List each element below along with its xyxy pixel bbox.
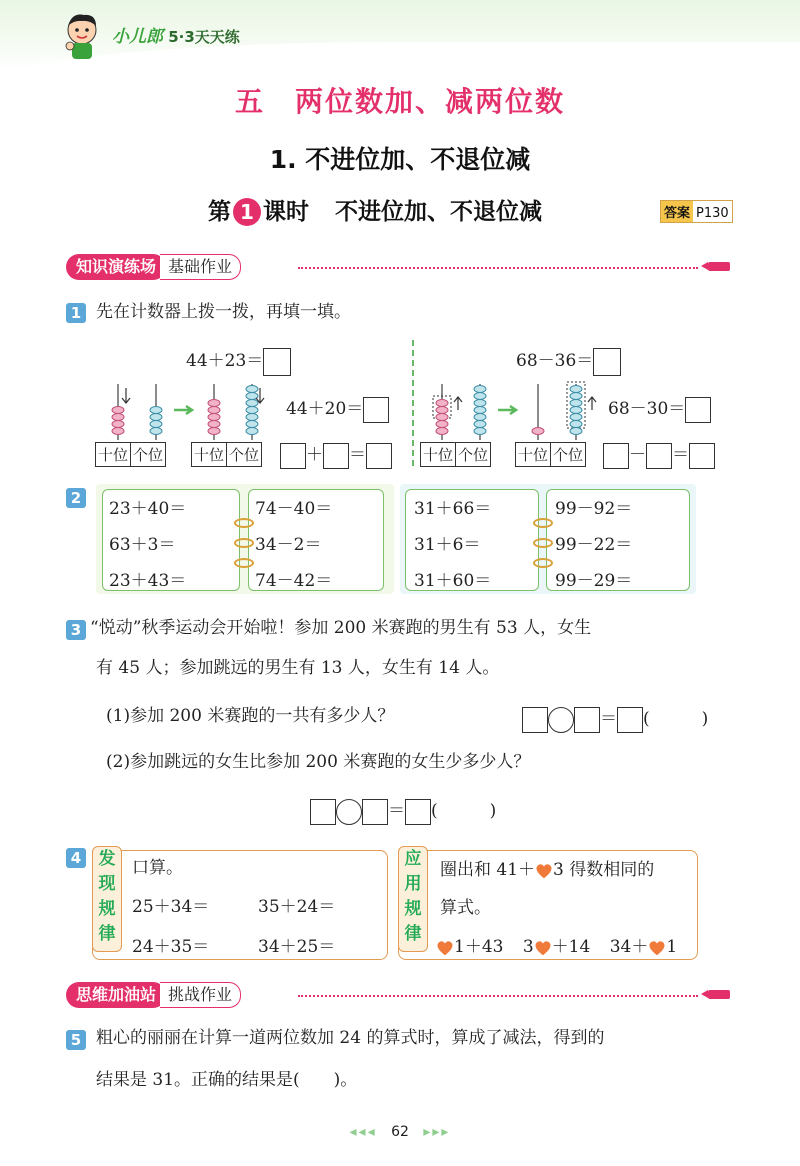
q1-right-mid-text: 68－30＝ (608, 399, 686, 419)
page-number: 62 (391, 1124, 409, 1140)
q4-side-left (92, 846, 122, 952)
question-number-5: 5 (66, 1030, 86, 1050)
q1-left-mid-text: 44＋20＝ (286, 399, 364, 419)
q3-sub-2-answer (310, 796, 502, 825)
answer-box[interactable] (603, 443, 629, 469)
answer-box[interactable] (362, 799, 388, 825)
label-tens: 十位 (518, 446, 549, 464)
label-ones: 个位 (550, 443, 585, 466)
question-number-3: 3 (66, 620, 86, 640)
q2-expr: 31＋66＝ (414, 499, 492, 519)
lesson-suffix: 课时 (263, 199, 309, 225)
answer-box[interactable] (617, 707, 643, 733)
question-number-1: 1 (66, 303, 86, 323)
q1-left-top-text: 44＋23＝ (186, 351, 264, 371)
unit-title (0, 80, 800, 120)
answer-page: P130 (693, 205, 732, 222)
op-equals: ＝ (672, 445, 689, 465)
q4-right-options (436, 932, 677, 957)
op-minus: － (629, 445, 646, 465)
q2-expr: 23＋43＝ (109, 571, 187, 591)
q4-right-line-1a: 圈出和 41＋ (440, 860, 536, 880)
q1-right-bottom-expr (603, 440, 715, 469)
q4-left-expr: 24＋35＝ (132, 937, 210, 957)
answer-label: 答案 (661, 201, 693, 222)
footer-arrows-left: ◂◂◂ (349, 1124, 377, 1140)
q3-sub-1: (1)参加 200 米赛跑的一共有多少人？ (106, 706, 395, 726)
q2-expr: 34－2＝ (255, 535, 322, 555)
q4-side-right (398, 846, 428, 952)
answer-box[interactable] (263, 348, 291, 376)
side-char: 律 (404, 924, 422, 944)
q5-line-2: 结果是 31。正确的结果是( )。 (96, 1070, 358, 1090)
q4-option-2[interactable] (523, 937, 590, 957)
q2-panel-4 (546, 489, 690, 591)
side-char: 律 (98, 924, 116, 944)
q4-option-2a: 3 (522, 937, 534, 957)
unit-paren: ( ) (431, 801, 503, 821)
label-ones: 个位 (455, 443, 490, 466)
banner-challenge-tag: 挑战作业 (160, 982, 241, 1008)
label-ones: 个位 (130, 443, 165, 466)
page-footer (0, 1124, 800, 1140)
answer-box[interactable] (323, 443, 349, 469)
brand (112, 22, 240, 47)
q4-option-3b: 1 (666, 937, 678, 957)
q3-sub-2: (2)参加跳远的女生比参加 200 米赛跑的女生少多少人？ (106, 752, 531, 772)
answer-box[interactable] (593, 348, 621, 376)
ring-binder-icon (234, 538, 254, 548)
unit-paren: ( ) (643, 709, 715, 729)
lesson-prefix: 第 (208, 199, 231, 225)
answer-box[interactable] (522, 707, 548, 733)
q2-expr: 23＋40＝ (109, 499, 187, 519)
q3-line-2: 有 45 人；参加跳远的男生有 13 人，女生有 14 人。 (96, 658, 500, 678)
q1-right-abacuses (420, 380, 620, 440)
q4-left-intro: 口算。 (132, 858, 183, 878)
unit-number: 五 (234, 85, 265, 118)
ring-binder-icon (234, 518, 254, 528)
answer-box[interactable] (280, 443, 306, 469)
q4-left-expr: 35＋24＝ (258, 897, 336, 917)
pencil-icon (708, 262, 730, 271)
q2-expr: 99－29＝ (555, 571, 633, 591)
abacus-3 (433, 384, 486, 440)
heart-icon (534, 939, 552, 957)
question-1-text: 先在计数器上拨一拨，再填一填。 (96, 302, 351, 322)
answer-box[interactable] (689, 443, 715, 469)
q1-left-mid-expr (286, 394, 389, 423)
banner-challenge (66, 982, 734, 1010)
footer-arrows-right: ▸▸▸ (423, 1124, 451, 1140)
q4-option-3[interactable] (610, 937, 677, 957)
question-number-4: 4 (66, 848, 86, 868)
heart-icon (648, 939, 666, 957)
side-char: 现 (98, 874, 116, 894)
q1-right-top-expr (516, 346, 621, 376)
q2-expr: 74－42＝ (255, 571, 333, 591)
label-tens: 十位 (423, 446, 454, 464)
answer-box[interactable] (366, 443, 392, 469)
q4-right-line-1 (440, 856, 654, 884)
q4-left-expr: 25＋34＝ (132, 897, 210, 917)
answer-box[interactable] (405, 799, 431, 825)
heart-icon (535, 862, 553, 880)
q4-right-line-2: 算式。 (440, 898, 491, 918)
banner-challenge-label: 思维加油站 (66, 982, 166, 1008)
answer-ref (660, 200, 733, 223)
answer-box[interactable] (685, 397, 711, 423)
side-char: 应 (404, 849, 422, 869)
q2-expr: 74－40＝ (255, 499, 333, 519)
q1-left-top-expr (186, 346, 291, 376)
heart-icon (436, 939, 454, 957)
arrow-right-icon (498, 406, 516, 414)
q2-panel-3 (405, 489, 539, 591)
q2-expr: 31＋60＝ (414, 571, 492, 591)
lesson-subtitle: 不进位加、不退位减 (335, 199, 542, 225)
unit-title-text: 两位数加、减两位数 (295, 85, 566, 118)
q4-right-line-1b: 3 得数相同的 (553, 860, 655, 880)
op-equals: ＝ (349, 445, 366, 465)
abacus-4 (532, 382, 596, 440)
abacus-label-3 (420, 442, 491, 467)
ring-binder-icon (533, 518, 553, 528)
q1-right-top-text: 68－36＝ (516, 351, 594, 371)
banner-basic-tag: 基础作业 (160, 254, 241, 280)
lesson-title (208, 193, 542, 226)
abacus-label-2 (191, 442, 262, 467)
ring-binder-icon (533, 538, 553, 548)
q4-left-expr: 34＋25＝ (258, 937, 336, 957)
question-number-2: 2 (66, 488, 86, 508)
label-ones: 个位 (226, 443, 261, 466)
pencil-icon (708, 990, 730, 999)
side-char: 规 (404, 899, 422, 919)
banner-basic (66, 254, 734, 282)
ring-binder-icon (234, 558, 254, 568)
operator-circle[interactable] (548, 707, 574, 733)
side-char: 发 (98, 849, 116, 869)
q4-option-3a: 34＋ (609, 937, 649, 957)
answer-box[interactable] (363, 397, 389, 423)
q1-right-mid-expr (608, 394, 711, 423)
q2-expr: 99－92＝ (555, 499, 633, 519)
q3-sub-1-answer (522, 704, 714, 733)
q3-line-1: “悦动”秋季运动会开始啦！参加 200 米赛跑的男生有 53 人，女生 (90, 618, 592, 638)
operator-circle[interactable] (336, 799, 362, 825)
brand-name: 小儿郎 (112, 27, 163, 47)
abacus-2 (208, 384, 264, 440)
banner-dotted-line (298, 267, 698, 269)
q2-expr: 99－22＝ (555, 535, 633, 555)
q4-option-1-text: 1＋43 (454, 937, 504, 957)
q2-expr: 63＋3＝ (109, 535, 176, 555)
q4-option-2b: ＋14 (551, 937, 591, 957)
answer-box[interactable] (574, 707, 600, 733)
op-equals: ＝ (388, 801, 405, 821)
q5-line-1: 粗心的丽丽在计算一道两位数加 24 的算式时，算成了减法，得到的 (96, 1028, 605, 1048)
abacus-1 (112, 384, 162, 440)
q2-expr: 31＋6＝ (414, 535, 481, 555)
arrow-right-icon (174, 406, 192, 414)
q4-option-1[interactable] (436, 937, 503, 957)
ring-binder-icon (533, 558, 553, 568)
answer-box[interactable] (646, 443, 672, 469)
label-tens: 十位 (98, 446, 129, 464)
side-char: 规 (98, 899, 116, 919)
q2-panel-1 (102, 489, 240, 591)
lesson-number-badge: 1 (233, 198, 261, 226)
banner-basic-label: 知识演练场 (66, 254, 166, 280)
op-plus: ＋ (306, 445, 323, 465)
side-char: 用 (404, 874, 422, 894)
answer-box[interactable] (310, 799, 336, 825)
brand-series: 5·3天天练 (168, 28, 240, 46)
label-tens: 十位 (194, 446, 225, 464)
banner-dotted-line (298, 995, 698, 997)
abacus-label-4 (515, 442, 586, 467)
q2-panel-2 (248, 489, 384, 591)
op-equals: ＝ (600, 709, 617, 729)
q1-left-bottom-expr (280, 440, 392, 469)
mascot-icon (62, 12, 102, 62)
q1-divider (412, 340, 414, 466)
abacus-label-1 (95, 442, 166, 467)
section-title: 1. 不进位加、不退位减 (269, 145, 531, 174)
